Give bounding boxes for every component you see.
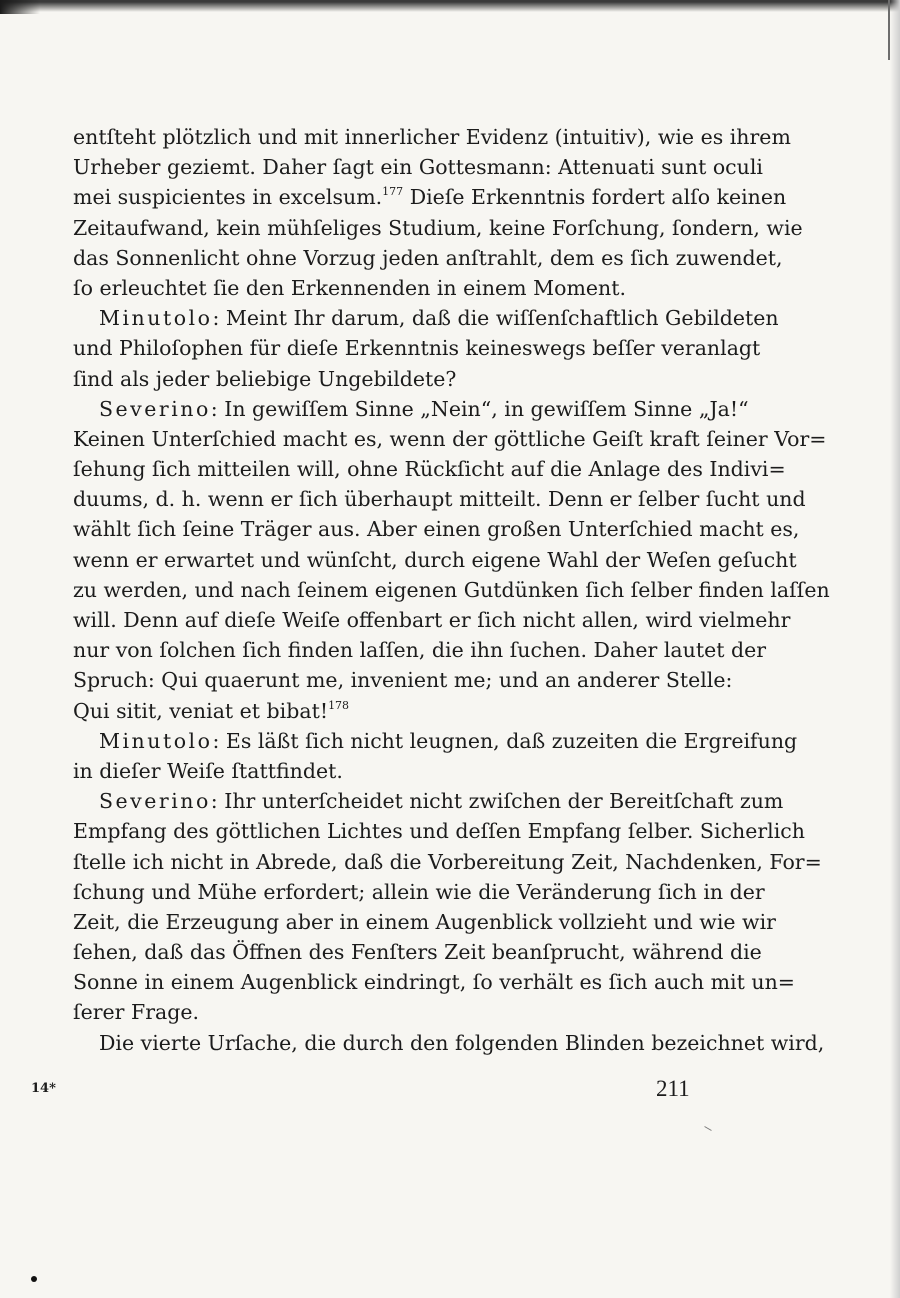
footnote-ref: 178 [328, 698, 350, 712]
line-text: Qui sitit, veniat et bibat! [73, 698, 329, 723]
text-line [73, 182, 787, 212]
text-line: wenn er erwartet und wünſcht, durch eigene Wahl der Weſen geſucht [73, 547, 797, 572]
speaker-text: : Ihr unterſcheidet nicht zwiſchen der Bereitſchaft zum [210, 789, 784, 814]
text-line: entſteht plötzlich und mit innerlicher Evidenz (intuitiv), wie es ihrem [73, 125, 791, 149]
text-line [73, 394, 749, 424]
text-line: und Philoſophen für dieſe Erkenntnis keineswegs beſſer veranlagt [73, 336, 761, 361]
scan-mark [704, 1126, 711, 1131]
footnote-ref: 177 [382, 185, 404, 199]
speaker-name: Minutolo [99, 306, 213, 331]
text-line: Empfang des göttlichen Lichtes und deſſen Empfang ſelber. Sicherlich [73, 819, 805, 844]
body-text [73, 122, 830, 1058]
line-text: mei suspicientes in excelsum. [73, 185, 383, 210]
page-edge-rule [888, 0, 890, 60]
page-number: 211 [656, 1076, 690, 1101]
text-line: Zeitaufwand, kein mühſeliges Studium, keine Forſchung, ſondern, wie [73, 215, 803, 240]
text-line: wählt ſich ſeine Träger aus. Aber einen großen Unterſchied macht es, [73, 517, 800, 542]
scan-shadow-corner [0, 0, 40, 14]
text-line: ſehung ſich mitteilen will, ohne Rückſicht auf die Anlage des Indivi= [73, 457, 786, 482]
speaker-name: Severino [99, 789, 211, 814]
text-line [73, 696, 709, 726]
line-text: Dieſe Erkenntnis fordert alſo keinen [403, 185, 787, 210]
text-line: will. Denn auf dieſe Weiſe offenbart er ſich nicht allen, wird vielmehr [73, 608, 791, 632]
text-line: ſerer Frage. [73, 1000, 199, 1025]
text-line: ſo erleuchtet ſie den Erkennenden in einem Moment. [73, 275, 626, 300]
text-line: zu werden, und nach ſeinem eigenen Gutdünken ſich ſelber finden laſſen [73, 577, 830, 602]
text-line: ſtelle ich nicht in Abrede, daß die Vorbereitung Zeit, Nachdenken, For= [73, 849, 822, 874]
text-line: Spruch: Qui quaerunt me, invenient me; und an anderer Stelle: [73, 668, 733, 693]
speaker-name: Severino [99, 396, 211, 421]
text-line: duums, d. h. wenn er ſich überhaupt mitteilt. Denn er ſelber ſucht und [73, 487, 806, 512]
text-line [73, 786, 784, 816]
text-line [73, 303, 779, 333]
speaker-name: Minutolo [99, 728, 213, 753]
text-line: nur von ſolchen ſich finden laſſen, die ihn ſuchen. Daher lautet der [73, 638, 767, 663]
text-line: ſind als jeder beliebige Ungebildete? [73, 366, 457, 391]
text-line: ſchung und Mühe erfordert; allein wie die Veränderung ſich in der [73, 879, 765, 904]
text-line: Keinen Unterſchied macht es, wenn der göttliche Geiſt kraft ſeiner Vor= [73, 426, 827, 451]
text-line: das Sonnenlicht ohne Vorzug jeden anſtrahlt, dem es ſich zuwendet, [73, 245, 783, 270]
text-line: Sonne in einem Augenblick eindringt, ſo verhält es ſich auch mit un= [73, 970, 795, 995]
text-line [73, 726, 798, 756]
speaker-text: : Meint Ihr darum, daß die wiſſenſchaftlich Gebildeten [212, 306, 779, 331]
text-line: Urheber geziemt. Daher ſagt ein Gottesmann: Attenuati sunt oculi [73, 155, 763, 180]
text-line: in dieſer Weiſe ſtattfindet. [73, 758, 343, 783]
text-line: Zeit, die Erzeugung aber in einem Augenblick vollzieht und wie wir [73, 909, 776, 934]
speaker-text: : In gewiſſem Sinne „Nein“, in gewiſſem Sinne „Ja!“ [210, 396, 749, 421]
scan-shadow-top [0, 0, 900, 12]
text-line: Die vierte Urſache, die durch den folgenden Blinden bezeichnet wird, [99, 1030, 825, 1055]
text-line: ſehen, daß das Öffnen des Fenſters Zeit beanſprucht, während die [73, 940, 762, 965]
scan-dot [31, 1276, 37, 1282]
signature-mark: 14* [31, 1081, 56, 1096]
scan-shadow-right [890, 0, 900, 1298]
speaker-text: : Es läßt ſich nicht leugnen, daß zuzeiten die Ergreifung [212, 728, 798, 753]
